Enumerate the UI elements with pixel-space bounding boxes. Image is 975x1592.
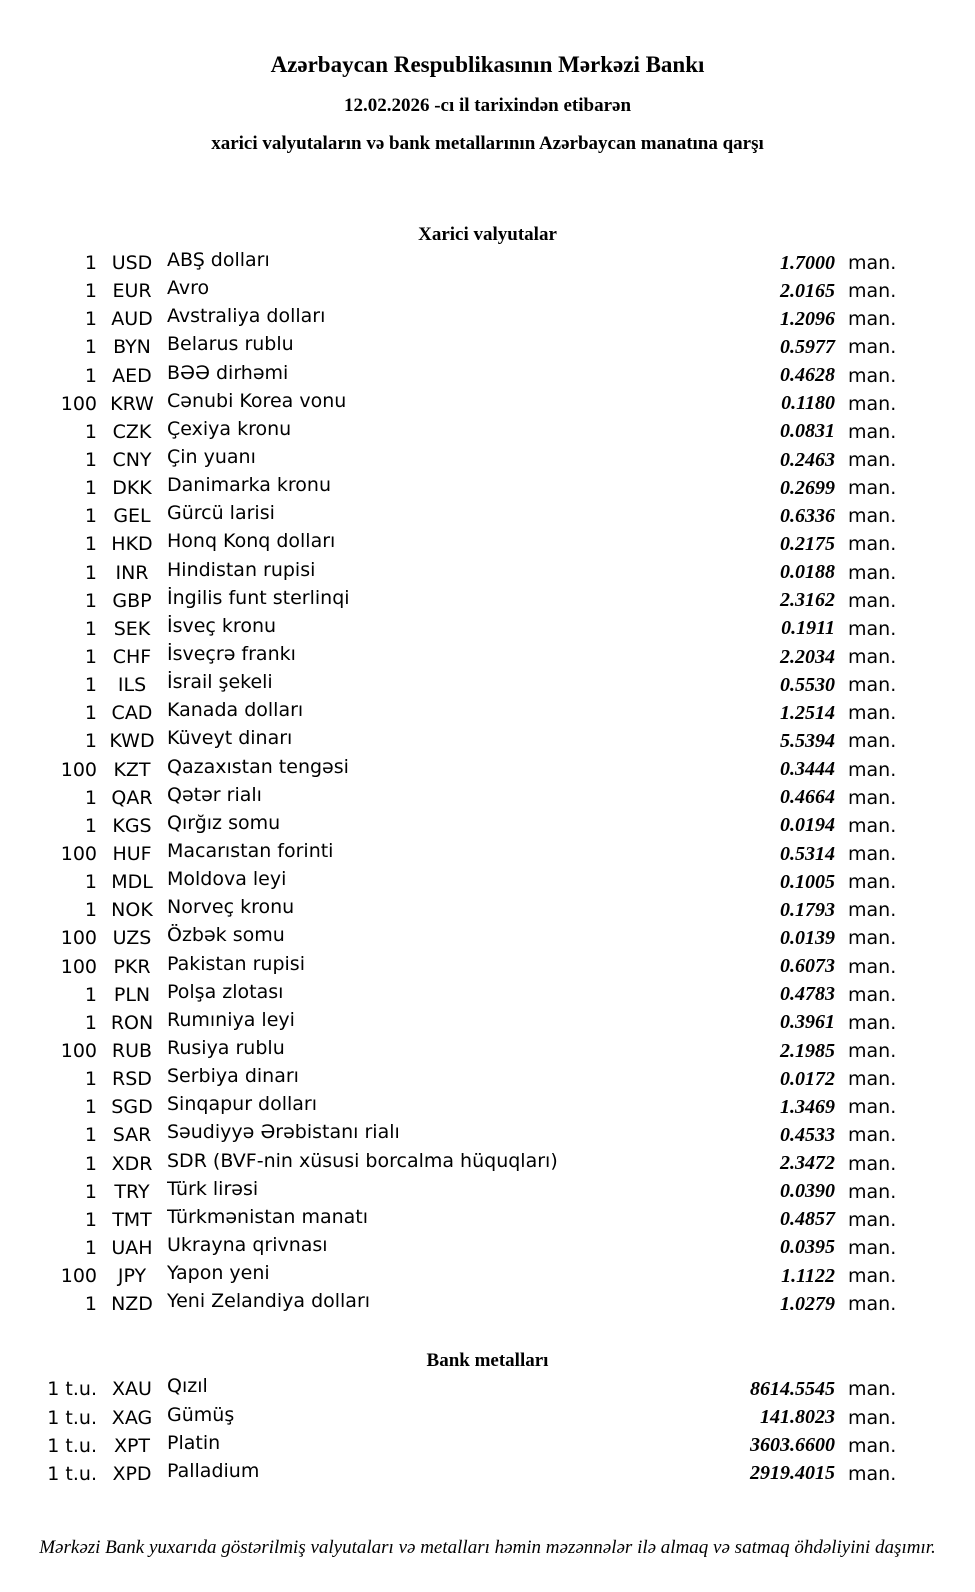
currency-code: UAH	[111, 1236, 153, 1259]
table-row	[0, 1121, 975, 1149]
rate-value: 0.0390	[780, 1180, 835, 1203]
table-row	[0, 1234, 975, 1262]
rate-value: 0.2463	[780, 448, 835, 471]
quantity: 1	[84, 617, 97, 640]
rate-value: 0.3961	[780, 1011, 835, 1034]
currency-code: HUF	[112, 843, 152, 866]
table-row	[0, 812, 975, 840]
currency-name: Pakistan rupisi	[167, 952, 305, 975]
table-row	[0, 1178, 975, 1206]
quantity: 1	[84, 1293, 97, 1316]
table-row	[0, 840, 975, 868]
man-suffix: man.	[848, 814, 897, 837]
rate-value: 2.0165	[780, 279, 835, 302]
quantity: 100	[60, 1040, 97, 1062]
currency-code: UZS	[112, 927, 152, 950]
quantity: 1	[84, 1011, 97, 1034]
rate-value: 0.0188	[780, 561, 835, 584]
currency-code: XPT	[113, 1434, 151, 1457]
currency-name: Özbək somu	[167, 924, 285, 947]
currency-name: Yapon yeni	[167, 1262, 270, 1285]
table-row	[0, 1262, 975, 1290]
currency-name: Səudiyyə Ərəbistanı rialı	[167, 1121, 400, 1144]
currency-code: KWD	[109, 730, 155, 753]
rate-value: 0.4857	[780, 1208, 835, 1231]
currency-code: CHF	[112, 646, 152, 669]
quantity: 1	[84, 674, 97, 697]
currency-code: HKD	[111, 533, 153, 556]
quantity: 1	[84, 899, 97, 922]
currency-name: BƏƏ dirhəmi	[167, 361, 289, 384]
quantity: 1	[84, 1180, 97, 1203]
man-suffix: man.	[848, 420, 897, 443]
currency-name: Gürcü larisi	[167, 502, 275, 525]
quantity: 1	[84, 561, 97, 584]
quantity: 1 t.u.	[47, 1406, 97, 1429]
quantity: 1	[84, 1124, 97, 1147]
currency-name: Ukrayna qrivnası	[167, 1233, 328, 1256]
currency-name: Rusiya rublu	[167, 1037, 285, 1059]
rate-value: 0.5530	[780, 673, 835, 696]
rate-value: 0.6336	[780, 504, 835, 527]
currency-code: PLN	[113, 983, 151, 1006]
table-row	[0, 784, 975, 812]
quantity: 1	[84, 420, 97, 443]
rate-value: 0.0831	[780, 420, 835, 443]
currency-name: Kanada dolları	[167, 699, 304, 722]
man-suffix: man.	[848, 561, 897, 584]
man-suffix: man.	[848, 1462, 897, 1485]
table-row	[0, 671, 975, 699]
man-suffix: man.	[848, 1236, 897, 1259]
table-row	[0, 1065, 975, 1093]
rate-value: 0.6073	[780, 955, 835, 978]
quantity: 1	[84, 280, 97, 303]
quantity: 100	[60, 955, 97, 978]
currency-name: İngilis funt sterlinqi	[167, 586, 350, 609]
man-suffix: man.	[848, 533, 897, 556]
currency-code: CZK	[112, 420, 152, 443]
table-row	[0, 559, 975, 587]
currency-code: SEK	[113, 617, 151, 640]
man-suffix: man.	[848, 505, 897, 528]
currency-name: ABŞ dolları	[167, 249, 270, 272]
man-suffix: man.	[848, 730, 897, 753]
currency-code: SAR	[112, 1124, 152, 1147]
man-suffix: man.	[848, 364, 897, 387]
rate-value: 0.0395	[780, 1236, 835, 1259]
rate-value: 0.4664	[780, 786, 835, 809]
currency-name: Qızıl	[167, 1375, 208, 1398]
table-row	[0, 1150, 975, 1178]
quantity: 100	[60, 843, 97, 866]
quantity: 1	[84, 871, 97, 894]
man-suffix: man.	[848, 1096, 897, 1119]
table-row	[0, 756, 975, 784]
currency-name: Küveyt dinarı	[167, 727, 293, 750]
currency-name: Yeni Zelandiya dolları	[167, 1290, 371, 1313]
man-suffix: man.	[848, 871, 897, 894]
currency-code: TMT	[112, 1208, 152, 1231]
rate-value: 0.5314	[780, 842, 835, 865]
table-row	[0, 362, 975, 390]
man-suffix: man.	[848, 1068, 897, 1091]
rate-value: 1.3469	[780, 1095, 835, 1118]
currency-code: GEL	[113, 505, 151, 528]
currency-code: SGD	[111, 1096, 153, 1119]
currency-name: Avstraliya dolları	[167, 305, 326, 328]
currency-code: DKK	[112, 477, 152, 500]
currency-name: Çin yuanı	[167, 446, 256, 469]
currency-code: AED	[112, 364, 152, 387]
currency-code: CAD	[111, 702, 153, 725]
quantity: 1 t.u.	[47, 1462, 97, 1485]
currency-code: XPD	[112, 1462, 152, 1485]
rate-value: 0.1180	[781, 392, 835, 415]
rate-value: 1.2514	[780, 701, 835, 724]
table-row	[0, 1009, 975, 1037]
man-suffix: man.	[848, 899, 897, 922]
table-row	[0, 643, 975, 671]
currency-code: QAR	[111, 786, 153, 809]
currency-name: Türk lirəsi	[167, 1177, 259, 1200]
man-suffix: man.	[848, 1208, 897, 1231]
currency-code: XAU	[112, 1378, 152, 1401]
page-subtitle: xarici valyutaların və bank metallarının Azərbaycan manatına qarşı	[211, 133, 764, 154]
man-suffix: man.	[848, 1011, 897, 1034]
man-suffix: man.	[848, 674, 897, 697]
table-row	[0, 1460, 975, 1488]
currency-name: Danimarka kronu	[167, 474, 332, 497]
table-row	[0, 446, 975, 474]
quantity: 1	[84, 449, 97, 472]
currency-code: BYN	[113, 336, 151, 359]
quantity: 1	[84, 1236, 97, 1259]
currency-name: İsveç kronu	[167, 614, 277, 637]
man-suffix: man.	[848, 617, 897, 640]
currency-code: JPY	[117, 1265, 147, 1288]
currency-name: Rumıniya leyi	[167, 1008, 295, 1031]
currency-code: GBP	[112, 589, 152, 612]
table-row	[0, 474, 975, 502]
rate-value: 0.0172	[780, 1067, 835, 1090]
table-row	[0, 1206, 975, 1234]
currency-name: Palladium	[167, 1459, 260, 1482]
currency-code: MDL	[111, 871, 153, 894]
currency-code: XAG	[111, 1406, 153, 1429]
currency-name: Honq Konq dolları	[167, 530, 336, 553]
currency-name: Türkmənistan manatı	[167, 1205, 369, 1228]
currency-code: RON	[110, 1011, 154, 1034]
currency-name: İsveçrə frankı	[167, 643, 296, 666]
table-row	[0, 587, 975, 615]
man-suffix: man.	[848, 449, 897, 472]
rate-value: 2.3472	[780, 1152, 835, 1175]
currency-name: Qazaxıstan tengəsi	[167, 755, 349, 778]
disclaimer-note: Mərkəzi Bank yuxarıda göstərilmiş valyutaları və metalları həmin məzənnələr ilə almaq və satmaq öhdəliyini daşımır.	[39, 1536, 936, 1558]
rate-value: 2.1985	[780, 1039, 835, 1062]
table-row	[0, 924, 975, 952]
quantity: 100	[60, 927, 97, 950]
quantity: 1	[84, 1208, 97, 1231]
rate-value: 0.4628	[780, 364, 835, 387]
man-suffix: man.	[848, 589, 897, 612]
table-row	[0, 868, 975, 896]
currency-code: EUR	[112, 280, 152, 303]
currency-code: AUD	[111, 308, 153, 331]
effective-date-line: 12.02.2026 -cı il tarixindən etibarən	[343, 95, 632, 116]
currency-name: Sinqapur dolları	[167, 1093, 318, 1116]
table-row	[0, 615, 975, 643]
rate-value: 1.7000	[780, 251, 835, 274]
currencies-section-heading: Xarici valyutalar	[418, 224, 557, 245]
quantity: 1	[84, 1096, 97, 1119]
table-row	[0, 333, 975, 361]
rate-value: 0.0139	[780, 926, 835, 949]
currency-name: SDR (BVF-nin xüsusi borcalma hüquqları)	[167, 1149, 558, 1172]
quantity: 1	[84, 252, 97, 275]
man-suffix: man.	[848, 1265, 897, 1288]
currency-code: CNY	[112, 449, 152, 472]
man-suffix: man.	[848, 1124, 897, 1147]
currency-name: Hindistan rupisi	[167, 558, 316, 581]
man-suffix: man.	[848, 1293, 897, 1316]
rate-value: 0.4533	[780, 1123, 835, 1146]
metals-section-heading: Bank metalları	[426, 1350, 549, 1372]
rate-value: 5.5394	[780, 729, 835, 752]
currency-code: INR	[115, 561, 149, 584]
man-suffix: man.	[848, 477, 897, 500]
man-suffix: man.	[848, 308, 897, 331]
quantity: 100	[60, 758, 97, 781]
rate-value: 0.1911	[781, 617, 835, 640]
table-row	[0, 277, 975, 305]
man-suffix: man.	[848, 843, 897, 866]
quantity: 1	[84, 308, 97, 331]
table-row	[0, 305, 975, 333]
currency-name: Serbiya dinarı	[167, 1065, 299, 1088]
man-suffix: man.	[848, 252, 897, 275]
rate-value: 1.1122	[781, 1264, 835, 1287]
rate-value: 2.3162	[780, 589, 835, 612]
rate-value: 0.2175	[780, 532, 835, 555]
man-suffix: man.	[848, 1180, 897, 1203]
currencies-table	[0, 249, 975, 1318]
man-suffix: man.	[848, 758, 897, 781]
currency-name: Çexiya kronu	[167, 417, 292, 440]
table-row	[0, 530, 975, 558]
quantity: 1 t.u.	[47, 1378, 97, 1401]
man-suffix: man.	[848, 786, 897, 809]
table-row	[0, 727, 975, 755]
table-row	[0, 502, 975, 530]
quantity: 1	[84, 589, 97, 612]
rate-value: 0.2699	[780, 476, 835, 499]
quantity: 1	[84, 814, 97, 837]
currency-name: Belarus rublu	[167, 333, 294, 356]
currency-name: Avro	[167, 277, 210, 300]
table-row	[0, 418, 975, 446]
currency-name: Qırğız somu	[167, 811, 281, 834]
quantity: 1	[84, 983, 97, 1006]
man-suffix: man.	[848, 280, 897, 303]
quantity: 1	[84, 646, 97, 669]
table-row	[0, 249, 975, 277]
quantity: 1	[84, 1152, 97, 1175]
quantity: 1	[84, 364, 97, 387]
man-suffix: man.	[848, 1040, 897, 1062]
quantity: 100	[60, 1265, 97, 1288]
currency-code: RSD	[112, 1068, 152, 1091]
quantity: 100	[60, 392, 97, 415]
table-row	[0, 953, 975, 981]
currency-code: NZD	[111, 1293, 153, 1316]
quantity: 1	[84, 477, 97, 500]
currency-code: TRY	[114, 1180, 150, 1203]
currency-code: XDR	[111, 1152, 153, 1175]
table-row	[0, 981, 975, 1009]
man-suffix: man.	[848, 1378, 897, 1401]
rate-value: 141.8023	[760, 1406, 835, 1429]
metals-table	[0, 1375, 975, 1488]
man-suffix: man.	[848, 955, 897, 978]
man-suffix: man.	[848, 927, 897, 950]
rate-value: 0.4783	[780, 983, 835, 1006]
currency-name: Moldova leyi	[167, 868, 287, 891]
table-row	[0, 390, 975, 418]
table-row	[0, 699, 975, 727]
table-row	[0, 1093, 975, 1121]
table-row	[0, 1375, 975, 1403]
rate-value: 3603.6600	[750, 1434, 835, 1457]
rate-value: 0.3444	[780, 758, 835, 781]
quantity: 1	[84, 1068, 97, 1091]
table-row	[0, 1037, 975, 1065]
currency-name: Polşa zlotası	[167, 980, 284, 1003]
rate-value: 8614.5545	[750, 1377, 835, 1400]
currency-name: Norveç kronu	[167, 896, 295, 919]
table-row	[0, 896, 975, 924]
currency-code: KGS	[112, 814, 152, 837]
quantity: 1	[84, 702, 97, 725]
man-suffix: man.	[848, 983, 897, 1006]
quantity: 1 t.u.	[47, 1434, 97, 1457]
quantity: 1	[84, 730, 97, 753]
currency-code: NOK	[111, 899, 153, 922]
man-suffix: man.	[848, 646, 897, 669]
man-suffix: man.	[848, 336, 897, 359]
currency-code: USD	[111, 252, 153, 275]
table-row	[0, 1290, 975, 1318]
currency-code: RUB	[111, 1040, 153, 1062]
rate-value: 1.0279	[780, 1292, 835, 1315]
quantity: 1	[84, 786, 97, 809]
rate-value: 1.2096	[780, 307, 835, 330]
rate-value: 0.1005	[780, 870, 835, 893]
currency-code: KZT	[113, 758, 151, 781]
man-suffix: man.	[848, 392, 897, 415]
currency-code: KRW	[110, 392, 154, 415]
man-suffix: man.	[848, 702, 897, 725]
quantity: 1	[84, 505, 97, 528]
currency-name: Platin	[167, 1431, 221, 1454]
currency-name: Gümüş	[167, 1403, 235, 1426]
rate-value: 2919.4015	[750, 1462, 835, 1485]
currency-name: Macarıstan forinti	[167, 840, 334, 863]
quantity: 1	[84, 533, 97, 556]
currency-name: Qətər rialı	[167, 783, 262, 806]
page-title: Azərbaycan Respublikasının Mərkəzi Bankı	[270, 52, 705, 77]
quantity: 1	[84, 336, 97, 359]
currency-name: Cənubi Korea vonu	[167, 389, 347, 412]
man-suffix: man.	[848, 1152, 897, 1175]
rate-value: 2.2034	[780, 645, 835, 668]
rate-value: 0.0194	[780, 814, 835, 837]
man-suffix: man.	[848, 1406, 897, 1429]
table-row	[0, 1432, 975, 1460]
rate-value: 0.1793	[780, 898, 835, 921]
rate-value: 0.5977	[780, 335, 835, 358]
table-row	[0, 1403, 975, 1431]
currency-code: ILS	[117, 674, 147, 697]
man-suffix: man.	[848, 1434, 897, 1457]
currency-name: İsrail şekeli	[167, 671, 273, 694]
currency-code: PKR	[113, 955, 151, 978]
